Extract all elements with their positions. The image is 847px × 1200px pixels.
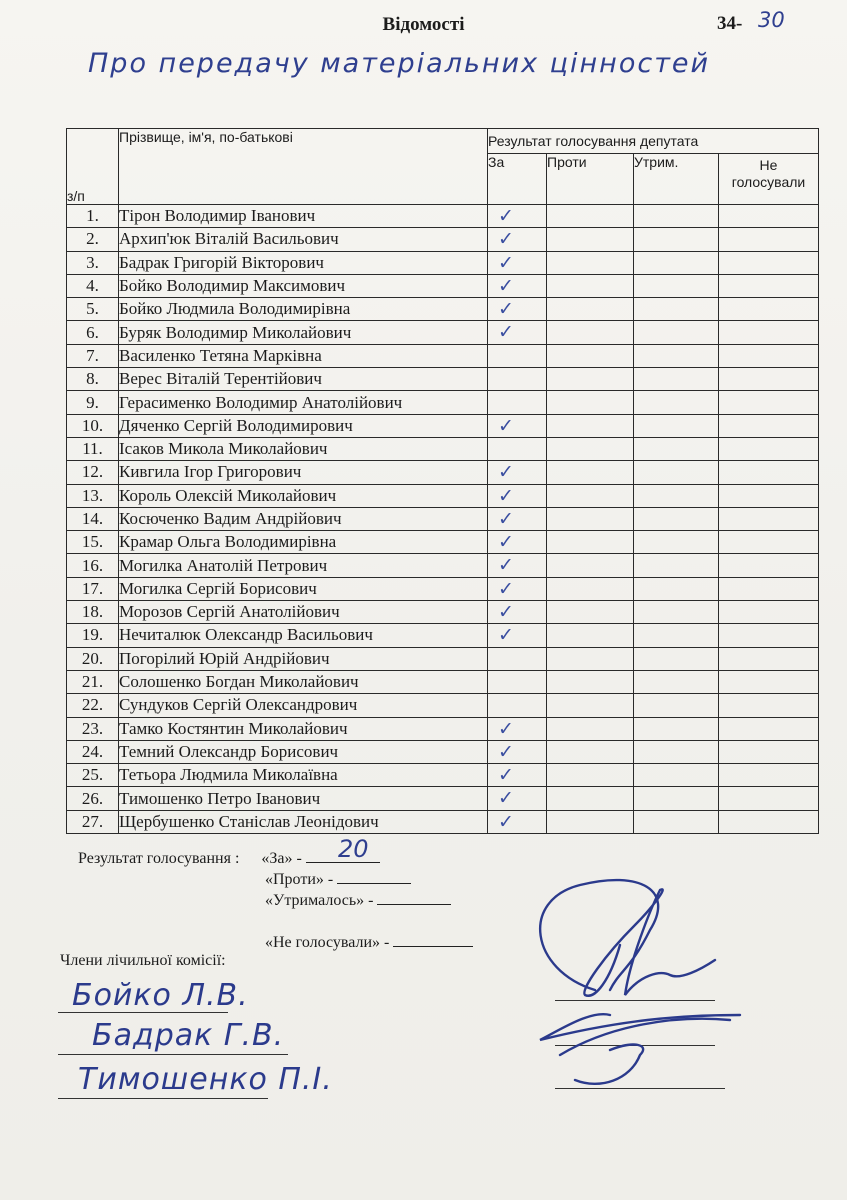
document-number-handwritten: 30 bbox=[758, 8, 785, 32]
vote-for-cell bbox=[488, 414, 547, 437]
row-number: 20. bbox=[67, 647, 119, 670]
table-row bbox=[67, 531, 819, 554]
vote-against-cell bbox=[547, 624, 634, 647]
row-number: 12. bbox=[67, 461, 119, 484]
deputy-name: Тетьора Людмила Миколаївна bbox=[119, 764, 488, 787]
table-row bbox=[67, 298, 819, 321]
check-mark-icon: ✓ bbox=[498, 274, 514, 297]
vote-abstain-cell bbox=[634, 624, 719, 647]
deputy-name: Могилка Анатолій Петрович bbox=[119, 554, 488, 577]
vote-against-cell bbox=[547, 414, 634, 437]
table-row bbox=[67, 251, 819, 274]
vote-abstain-cell bbox=[634, 298, 719, 321]
vote-abstain-cell bbox=[634, 554, 719, 577]
check-mark-icon: ✓ bbox=[498, 414, 514, 437]
vote-abstain-cell bbox=[634, 810, 719, 833]
vote-not-voted-cell bbox=[719, 717, 819, 740]
vote-for-cell bbox=[488, 694, 547, 717]
check-mark-icon: ✓ bbox=[498, 810, 514, 833]
table-row bbox=[67, 414, 819, 437]
vote-for-cell bbox=[488, 368, 547, 391]
column-header-abstain: Утрим. bbox=[634, 154, 719, 205]
row-number: 4. bbox=[67, 274, 119, 297]
table-row bbox=[67, 577, 819, 600]
vote-against-cell bbox=[547, 810, 634, 833]
vote-abstain-cell bbox=[634, 507, 719, 530]
voting-table bbox=[66, 128, 819, 834]
row-number: 8. bbox=[67, 368, 119, 391]
deputy-name: Крамар Ольга Володимирівна bbox=[119, 531, 488, 554]
document-title: Відомості bbox=[382, 14, 465, 35]
vote-abstain-cell bbox=[634, 577, 719, 600]
vote-not-voted-cell bbox=[719, 507, 819, 530]
table-row bbox=[67, 624, 819, 647]
vote-for-cell bbox=[488, 717, 547, 740]
column-header-not-voted: Не голосували bbox=[719, 154, 819, 205]
vote-for-cell bbox=[488, 554, 547, 577]
results-for-label: «За» - bbox=[261, 850, 302, 867]
row-number: 6. bbox=[67, 321, 119, 344]
vote-abstain-cell bbox=[634, 531, 719, 554]
row-number: 10. bbox=[67, 414, 119, 437]
vote-not-voted-cell bbox=[719, 577, 819, 600]
row-number: 15. bbox=[67, 531, 119, 554]
vote-against-cell bbox=[547, 321, 634, 344]
row-number: 18. bbox=[67, 601, 119, 624]
column-header-number: з/п bbox=[67, 129, 119, 205]
vote-not-voted-cell bbox=[719, 251, 819, 274]
deputy-name: Погорілий Юрій Андрійович bbox=[119, 647, 488, 670]
table-row bbox=[67, 601, 819, 624]
subject-handwritten: Про передачу матеріальних цінностей bbox=[88, 48, 711, 79]
check-mark-icon: ✓ bbox=[498, 228, 514, 251]
vote-against-cell bbox=[547, 461, 634, 484]
deputy-name: Бойко Людмила Володимирівна bbox=[119, 298, 488, 321]
deputy-name: Могилка Сергій Борисович bbox=[119, 577, 488, 600]
vote-for-cell bbox=[488, 787, 547, 810]
table-row bbox=[67, 740, 819, 763]
results-against-blank bbox=[337, 869, 411, 884]
row-number: 2. bbox=[67, 228, 119, 251]
check-mark-icon: ✓ bbox=[498, 554, 514, 577]
commission-label: Члени лічильної комісії: bbox=[60, 952, 226, 969]
row-number: 26. bbox=[67, 787, 119, 810]
member-line-1 bbox=[58, 1012, 228, 1013]
check-mark-icon: ✓ bbox=[498, 764, 514, 787]
vote-not-voted-cell bbox=[719, 531, 819, 554]
vote-for-cell bbox=[488, 531, 547, 554]
vote-for-cell bbox=[488, 740, 547, 763]
check-mark-icon: ✓ bbox=[498, 507, 514, 530]
table-row bbox=[67, 274, 819, 297]
vote-abstain-cell bbox=[634, 601, 719, 624]
table-row bbox=[67, 764, 819, 787]
table-row bbox=[67, 228, 819, 251]
row-number: 19. bbox=[67, 624, 119, 647]
deputy-name: Сундуков Сергій Олександрович bbox=[119, 694, 488, 717]
vote-against-cell bbox=[547, 764, 634, 787]
vote-not-voted-cell bbox=[719, 205, 819, 228]
check-mark-icon: ✓ bbox=[498, 577, 514, 600]
vote-not-voted-cell bbox=[719, 228, 819, 251]
vote-against-cell bbox=[547, 694, 634, 717]
column-header-name: Прізвище, ім'я, по-батькові bbox=[119, 129, 488, 205]
table-row bbox=[67, 647, 819, 670]
vote-against-cell bbox=[547, 601, 634, 624]
check-mark-icon: ✓ bbox=[498, 531, 514, 554]
column-header-against: Проти bbox=[547, 154, 634, 205]
results-abstain-label: «Утрималось» - bbox=[265, 892, 374, 909]
vote-against-cell bbox=[547, 274, 634, 297]
vote-for-cell bbox=[488, 205, 547, 228]
row-number: 3. bbox=[67, 251, 119, 274]
vote-against-cell bbox=[547, 484, 634, 507]
deputy-name: Косюченко Вадим Андрійович bbox=[119, 507, 488, 530]
vote-against-cell bbox=[547, 228, 634, 251]
row-number: 1. bbox=[67, 205, 119, 228]
vote-not-voted-cell bbox=[719, 368, 819, 391]
column-header-result: Результат голосування депутата bbox=[488, 129, 819, 154]
vote-for-cell bbox=[488, 228, 547, 251]
row-number: 9. bbox=[67, 391, 119, 414]
vote-not-voted-cell bbox=[719, 764, 819, 787]
vote-abstain-cell bbox=[634, 647, 719, 670]
vote-against-cell bbox=[547, 670, 634, 693]
voting-table-body bbox=[67, 205, 819, 834]
vote-for-cell bbox=[488, 764, 547, 787]
results-for-value: 20 bbox=[338, 835, 369, 863]
vote-abstain-cell bbox=[634, 787, 719, 810]
vote-for-cell bbox=[488, 321, 547, 344]
check-mark-icon: ✓ bbox=[498, 461, 514, 484]
vote-against-cell bbox=[547, 740, 634, 763]
check-mark-icon: ✓ bbox=[498, 205, 514, 227]
deputy-name: Ісаков Микола Миколайович bbox=[119, 437, 488, 460]
table-row bbox=[67, 787, 819, 810]
table-row bbox=[67, 717, 819, 740]
vote-not-voted-cell bbox=[719, 274, 819, 297]
vote-against-cell bbox=[547, 251, 634, 274]
vote-abstain-cell bbox=[634, 694, 719, 717]
check-mark-icon: ✓ bbox=[498, 787, 514, 810]
vote-for-cell bbox=[488, 810, 547, 833]
vote-abstain-cell bbox=[634, 670, 719, 693]
vote-for-cell bbox=[488, 647, 547, 670]
document-number: 34- bbox=[717, 13, 743, 34]
row-number: 11. bbox=[67, 437, 119, 460]
row-number: 23. bbox=[67, 717, 119, 740]
results-not-voted-label: «Не голосували» - bbox=[265, 934, 390, 951]
vote-abstain-cell bbox=[634, 274, 719, 297]
results-not-voted-blank bbox=[393, 932, 473, 947]
member-line-2 bbox=[58, 1054, 288, 1055]
check-mark-icon: ✓ bbox=[498, 717, 514, 740]
table-row bbox=[67, 810, 819, 833]
deputy-name: Щербушенко Станіслав Леонідович bbox=[119, 810, 488, 833]
deputy-name: Бойко Володимир Максимович bbox=[119, 274, 488, 297]
results-against-label: «Проти» - bbox=[265, 871, 334, 888]
vote-not-voted-cell bbox=[719, 484, 819, 507]
vote-for-cell bbox=[488, 251, 547, 274]
table-row bbox=[67, 344, 819, 367]
vote-abstain-cell bbox=[634, 205, 719, 228]
vote-not-voted-cell bbox=[719, 461, 819, 484]
results-label: Результат голосування : bbox=[78, 850, 240, 867]
row-number: 14. bbox=[67, 507, 119, 530]
vote-against-cell bbox=[547, 554, 634, 577]
table-row bbox=[67, 507, 819, 530]
vote-not-voted-cell bbox=[719, 391, 819, 414]
deputy-name: Верес Віталій Терентійович bbox=[119, 368, 488, 391]
table-row bbox=[67, 321, 819, 344]
table-row bbox=[67, 368, 819, 391]
table-row bbox=[67, 205, 819, 228]
vote-abstain-cell bbox=[634, 321, 719, 344]
vote-not-voted-cell bbox=[719, 810, 819, 833]
vote-not-voted-cell bbox=[719, 740, 819, 763]
deputy-name: Солошенко Богдан Миколайович bbox=[119, 670, 488, 693]
vote-not-voted-cell bbox=[719, 298, 819, 321]
vote-against-cell bbox=[547, 437, 634, 460]
check-mark-icon: ✓ bbox=[498, 624, 514, 647]
vote-for-cell bbox=[488, 391, 547, 414]
vote-for-cell bbox=[488, 601, 547, 624]
vote-for-cell bbox=[488, 507, 547, 530]
vote-abstain-cell bbox=[634, 461, 719, 484]
vote-against-cell bbox=[547, 787, 634, 810]
vote-not-voted-cell bbox=[719, 624, 819, 647]
deputy-name: Василенко Тетяна Марківна bbox=[119, 344, 488, 367]
vote-against-cell bbox=[547, 391, 634, 414]
deputy-name: Буряк Володимир Миколайович bbox=[119, 321, 488, 344]
check-mark-icon: ✓ bbox=[498, 251, 514, 274]
row-number: 25. bbox=[67, 764, 119, 787]
vote-not-voted-cell bbox=[719, 787, 819, 810]
row-number: 17. bbox=[67, 577, 119, 600]
vote-not-voted-cell bbox=[719, 321, 819, 344]
deputy-name: Кивгила Ігор Григорович bbox=[119, 461, 488, 484]
vote-abstain-cell bbox=[634, 251, 719, 274]
column-header-for: За bbox=[488, 154, 547, 205]
vote-abstain-cell bbox=[634, 414, 719, 437]
check-mark-icon: ✓ bbox=[498, 321, 514, 344]
deputy-name: Герасименко Володимир Анатолійович bbox=[119, 391, 488, 414]
vote-against-cell bbox=[547, 205, 634, 228]
vote-abstain-cell bbox=[634, 717, 719, 740]
vote-abstain-cell bbox=[634, 344, 719, 367]
signature-chairperson bbox=[500, 850, 780, 1100]
vote-abstain-cell bbox=[634, 764, 719, 787]
vote-against-cell bbox=[547, 344, 634, 367]
row-number: 7. bbox=[67, 344, 119, 367]
vote-abstain-cell bbox=[634, 740, 719, 763]
row-number: 16. bbox=[67, 554, 119, 577]
check-mark-icon: ✓ bbox=[498, 298, 514, 321]
row-number: 22. bbox=[67, 694, 119, 717]
table-row bbox=[67, 670, 819, 693]
deputy-name: Нечиталюк Олександр Васильович bbox=[119, 624, 488, 647]
deputy-name: Тірон Володимир Іванович bbox=[119, 205, 488, 228]
vote-for-cell bbox=[488, 670, 547, 693]
commission-member-2: Бадрак Г.В. bbox=[92, 1018, 285, 1053]
vote-against-cell bbox=[547, 531, 634, 554]
table-row bbox=[67, 391, 819, 414]
deputy-name: Темний Олександр Борисович bbox=[119, 740, 488, 763]
vote-abstain-cell bbox=[634, 391, 719, 414]
deputy-name: Король Олексій Миколайович bbox=[119, 484, 488, 507]
deputy-name: Бадрак Григорій Вікторович bbox=[119, 251, 488, 274]
row-number: 13. bbox=[67, 484, 119, 507]
check-mark-icon: ✓ bbox=[498, 484, 514, 507]
vote-not-voted-cell bbox=[719, 554, 819, 577]
vote-abstain-cell bbox=[634, 368, 719, 391]
deputy-name: Тимошенко Петро Іванович bbox=[119, 787, 488, 810]
vote-against-cell bbox=[547, 577, 634, 600]
vote-for-cell bbox=[488, 577, 547, 600]
vote-abstain-cell bbox=[634, 484, 719, 507]
vote-against-cell bbox=[547, 717, 634, 740]
deputy-name: Дяченко Сергій Володимирович bbox=[119, 414, 488, 437]
member-line-3 bbox=[58, 1098, 268, 1099]
table-row bbox=[67, 694, 819, 717]
vote-for-cell bbox=[488, 274, 547, 297]
deputy-name: Архип'юк Віталій Васильович bbox=[119, 228, 488, 251]
vote-for-cell bbox=[488, 624, 547, 647]
table-row bbox=[67, 437, 819, 460]
vote-abstain-cell bbox=[634, 228, 719, 251]
vote-for-cell bbox=[488, 484, 547, 507]
vote-against-cell bbox=[547, 647, 634, 670]
vote-against-cell bbox=[547, 368, 634, 391]
deputy-name: Морозов Сергій Анатолійович bbox=[119, 601, 488, 624]
check-mark-icon: ✓ bbox=[498, 740, 514, 763]
check-mark-icon: ✓ bbox=[498, 601, 514, 624]
vote-against-cell bbox=[547, 507, 634, 530]
vote-against-cell bbox=[547, 298, 634, 321]
table-row bbox=[67, 461, 819, 484]
vote-for-cell bbox=[488, 437, 547, 460]
row-number: 5. bbox=[67, 298, 119, 321]
table-row bbox=[67, 484, 819, 507]
vote-for-cell bbox=[488, 298, 547, 321]
commission-member-3: Тимошенко П.І. bbox=[78, 1062, 333, 1097]
commission-member-1: Бойко Л.В. bbox=[72, 978, 249, 1013]
row-number: 24. bbox=[67, 740, 119, 763]
vote-abstain-cell bbox=[634, 437, 719, 460]
results-abstain-blank bbox=[377, 890, 451, 905]
vote-not-voted-cell bbox=[719, 344, 819, 367]
vote-for-cell bbox=[488, 344, 547, 367]
vote-not-voted-cell bbox=[719, 414, 819, 437]
vote-not-voted-cell bbox=[719, 601, 819, 624]
row-number: 21. bbox=[67, 670, 119, 693]
row-number: 27. bbox=[67, 810, 119, 833]
vote-not-voted-cell bbox=[719, 437, 819, 460]
deputy-name: Тамко Костянтин Миколайович bbox=[119, 717, 488, 740]
vote-for-cell bbox=[488, 461, 547, 484]
vote-not-voted-cell bbox=[719, 670, 819, 693]
vote-not-voted-cell bbox=[719, 694, 819, 717]
vote-not-voted-cell bbox=[719, 647, 819, 670]
table-row bbox=[67, 554, 819, 577]
